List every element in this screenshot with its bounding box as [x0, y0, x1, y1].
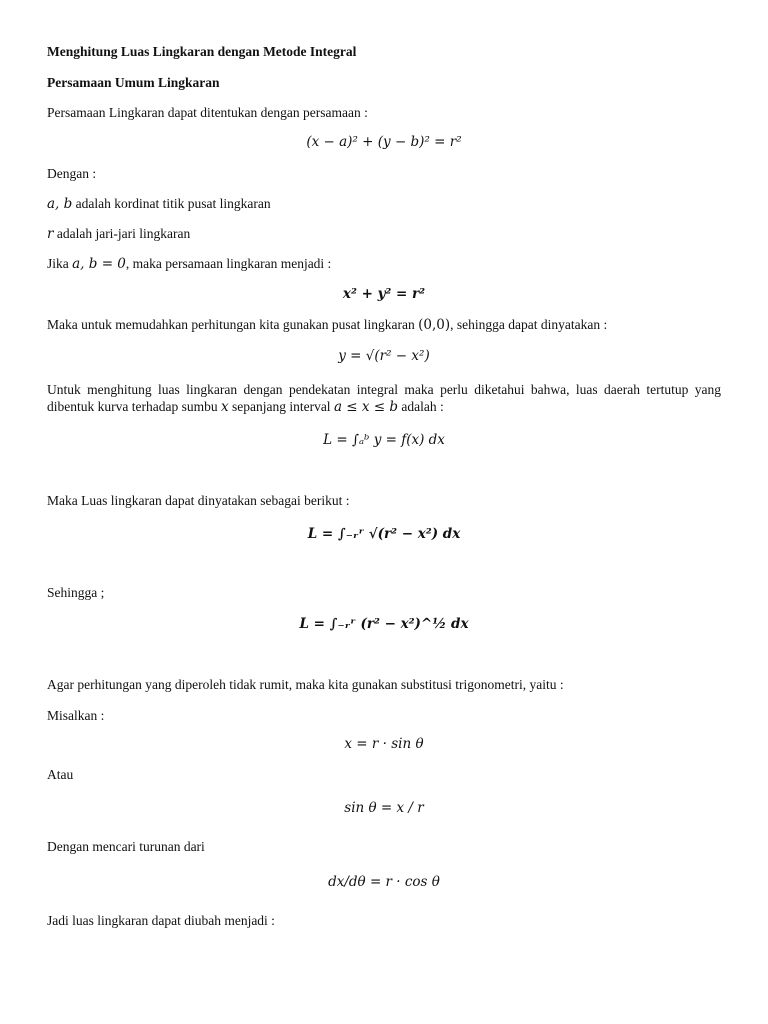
text-maka-pre: Maka untuk memudahkan perhitungan kita gunakan pusat lingkaran — [47, 317, 419, 332]
equation-substitution — [0, 736, 768, 752]
section-heading: Persamaan Umum Lingkaran — [47, 75, 220, 90]
math-r: r — [47, 226, 54, 242]
equation-derivative — [0, 874, 768, 890]
equation-y-text: y = √(r² − x²) — [338, 348, 430, 364]
equation-circle-text: x² + y² = r² — [342, 286, 426, 302]
equation-L3 — [0, 616, 768, 632]
equation-substitution-text: x = r · sin θ — [344, 736, 424, 752]
text-jika-post: , maka persamaan lingkaran menjadi : — [125, 256, 332, 271]
math-origin: (0,0) — [418, 317, 451, 333]
document-heading: Menghitung Luas Lingkaran dengan Metode Integral — [47, 44, 357, 59]
equation-circle — [0, 286, 768, 302]
math-ab: a, b — [47, 196, 73, 212]
equation-L3-text: L = ∫₋ᵣʳ (r² − x²)^½ dx — [299, 616, 469, 632]
paragraph-jika — [47, 256, 331, 272]
paragraph-jadi: Jadi luas lingkaran dapat diubah menjadi : — [47, 913, 275, 928]
paragraph-maka-luas: Maka Luas lingkaran dapat dinyatakan sebagai berikut : — [47, 493, 350, 508]
paragraph-sehingga: Sehingga ; — [47, 585, 105, 600]
paragraph-agar: Agar perhitungan yang diperoleh tidak rumit, maka kita gunakan substitusi trigonometri, yaitu : — [47, 677, 564, 692]
intro-paragraph: Persamaan Lingkaran dapat ditentukan dengan persamaan : — [47, 105, 368, 120]
text-untuk-post: adalah : — [398, 399, 444, 414]
equation-L2 — [0, 526, 768, 542]
paragraph-maka — [47, 317, 607, 333]
equation-general-text: (x − a)² + (y − b)² = r² — [306, 134, 462, 150]
equation-L1-text: L = ∫ₐᵇ y = f(x) dx — [323, 432, 445, 448]
math-x: x — [220, 399, 229, 415]
text-untuk-pre: Untuk menghitung luas lingkaran dengan pendekatan integral maka perlu diketahui bahwa, luas daerah tertutup yang dibentuk kurva terhadap sumbu — [47, 382, 721, 414]
equation-sin — [0, 800, 768, 816]
text-ab: adalah kordinat titik pusat lingkaran — [72, 196, 271, 211]
paragraph-untuk — [47, 381, 721, 416]
math-ab-zero: a, b = 0 — [72, 256, 126, 272]
math-interval: a ≤ x ≤ b — [333, 399, 399, 415]
paragraph-radius — [47, 226, 190, 242]
equation-L2-text: L = ∫₋ᵣʳ √(r² − x²) dx — [307, 526, 461, 542]
text-untuk-mid: sepanjang interval — [228, 399, 334, 414]
equation-derivative-text: dx/dθ = r · cos θ — [328, 874, 440, 890]
equation-sin-text: sin θ = x / r — [344, 800, 424, 816]
equation-general — [0, 134, 768, 150]
paragraph-dengan: Dengan : — [47, 166, 97, 181]
paragraph-misalkan: Misalkan : — [47, 708, 105, 723]
text-jika-pre: Jika — [47, 256, 73, 271]
paragraph-turunan: Dengan mencari turunan dari — [47, 839, 205, 854]
text-r: adalah jari-jari lingkaran — [53, 226, 191, 241]
equation-L1 — [0, 432, 768, 448]
text-maka-post: , sehingga dapat dinyatakan : — [450, 317, 608, 332]
equation-y — [0, 348, 768, 364]
paragraph-atau: Atau — [47, 767, 74, 782]
paragraph-center-coords — [47, 196, 271, 212]
